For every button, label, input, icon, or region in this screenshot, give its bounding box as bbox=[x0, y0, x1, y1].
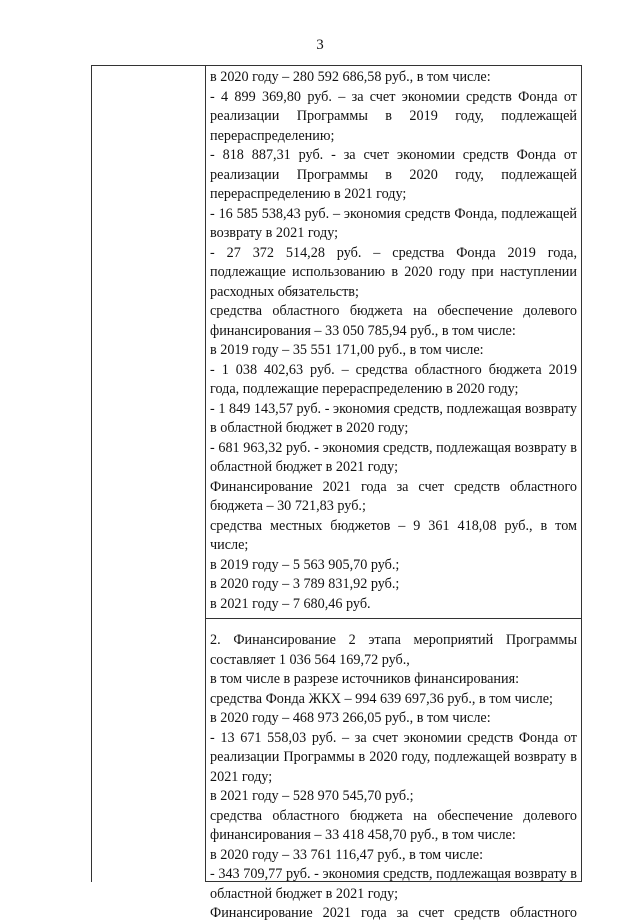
funding-cell-stage-2 bbox=[206, 619, 581, 921]
funding-line: в 2020 году – 280 592 686,58 руб., в том числе: bbox=[210, 69, 491, 85]
funding-line: - 343 709,77 руб. - экономия средств, подлежащая возврату в областной бюджет в 2021 году; bbox=[210, 866, 577, 902]
page-number: 3 bbox=[316, 37, 324, 53]
funding-line: средства областного бюджета на обеспечение долевого финансирования – 33 050 785,94 руб., в том числе: bbox=[210, 303, 577, 339]
funding-line: - 4 899 369,80 руб. – за счет экономии средств Фонда от реализации Программы в 2019 году, подлежащей перераспределению; bbox=[210, 88, 577, 144]
funding-line: в том числе в разрезе источников финансирования: bbox=[210, 671, 520, 687]
funding-line: в 2019 году – 5 563 905,70 руб.; bbox=[210, 556, 400, 573]
funding-line: - 681 963,32 руб. - экономия средств, подлежащая возврату в областной бюджет в 2021 году; bbox=[210, 439, 577, 475]
funding-line: средства местных бюджетов – 9 361 418,08 руб., в том числе; bbox=[210, 517, 577, 553]
funding-line: - 1 038 402,63 руб. – средства областного бюджета 2019 года, подлежащие перераспределению в 2020 году; bbox=[210, 361, 577, 397]
table-left-column bbox=[92, 66, 206, 882]
funding-line: Финансирование 2021 года за счет средств областного бюджета – 30 721,83 руб.; bbox=[210, 478, 577, 514]
funding-line: Финансирование 2021 года за счет средств областного bbox=[210, 905, 577, 921]
funding-line: - 1 849 143,57 руб. - экономия средств, подлежащая возврату в областной бюджет в 2020 году; bbox=[210, 400, 577, 436]
funding-line: в 2019 году – 35 551 171,00 руб., в том числе: bbox=[210, 342, 484, 358]
funding-line: в 2020 году – 33 761 116,47 руб., в том числе: bbox=[210, 846, 484, 863]
funding-line: в 2021 году – 7 680,46 руб. bbox=[210, 595, 371, 612]
funding-line: - 27 372 514,28 руб. – средства Фонда 2019 года, подлежащие использованию в 2020 году при наступлении расходных обязательств; bbox=[210, 244, 577, 300]
funding-line: в 2020 году – 468 973 266,05 руб., в том числе: bbox=[210, 710, 491, 726]
funding-line: в 2020 году – 3 789 831,92 руб.; bbox=[210, 576, 400, 592]
funding-cell-stage-1-continued bbox=[206, 66, 581, 619]
funding-line: 2. Финансирование 2 этапа мероприятий Программы составляет 1 036 564 169,72 руб., bbox=[210, 632, 577, 668]
funding-line: - 13 671 558,03 руб. – за счет экономии средств Фонда от реализации Программы в 2020 году, подлежащей возврату в 2021 году; bbox=[210, 729, 577, 785]
program-funding-table bbox=[91, 65, 582, 921]
funding-line: - 16 585 538,43 руб. – экономия средств Фонда, подлежащей возврату в 2021 году; bbox=[210, 205, 577, 241]
funding-line: в 2021 году – 528 970 545,70 руб.; bbox=[210, 788, 414, 804]
funding-line: средства Фонда ЖКХ – 994 639 697,36 руб., в том числе; bbox=[210, 690, 553, 707]
funding-line: - 818 887,31 руб. - за счет экономии средств Фонда от реализации Программы в 2020 году, подлежащей перераспределению в 2021 году; bbox=[210, 147, 577, 202]
funding-line: средства областного бюджета на обеспечение долевого финансирования – 33 418 458,70 руб., в том числе: bbox=[210, 807, 577, 843]
